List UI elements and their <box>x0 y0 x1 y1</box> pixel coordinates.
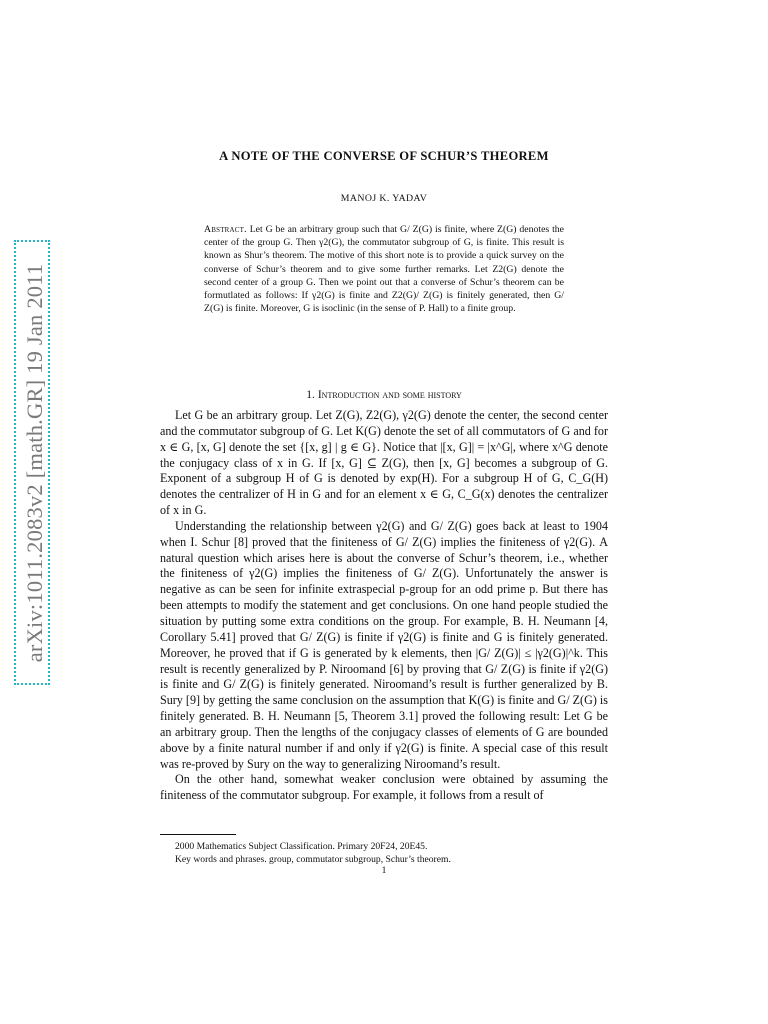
page-number: 1 <box>381 866 387 876</box>
footnotes <box>175 840 605 866</box>
section-title: Introduction and some history <box>317 388 462 401</box>
abstract <box>204 223 564 315</box>
paragraph-2: Understanding the relationship between γ2(G) and G/ Z(G) goes back at least to 1904 when I. Schur [8] proved that the finiteness of G/ Z(G) implies the finiteness of γ2(G). A natural question which arises here is about the converse of Schur’s theorem, i.e., whether the finiteness of γ2(G) implies the finiteness of G/ Z(G). Unfortunately the answer is negative as can be seen for infinite extraspecial p-group for an odd prime p. But there has been attempts to modify the statement and get conclusions. On one hand people studied the situation by putting some extra conditions on the group. For example, B. H. Neumann [4, Corollary 5.41] proved that G/ Z(G) is finite if γ2(G) is finite and G is finitely generated. Moreover, he proved that if G is generated by k elements, then |G/ Z(G)| ≤ |γ2(G)|^k. This result is recently generalized by P. Niroomand [6] by proving that G/ Z(G) is finite if γ2(G) is finite and G/ Z(G) is finitely generated. Niroomand’s result is further generalized by B. Sury [9] by getting the same conclusion on the assumption that K(G) is finite and G/ Z(G) is finitely generated. B. H. Neumann [5, Theorem 3.1] proved the following result: Let G be an arbitrary group. Then the lengths of the conjugacy classes of elements of G are bounded above by a finite natural number if and only if γ2(G) is finite. A special case of this result was re-proved by Sury on the way to generalizing Niroomand’s result. <box>160 518 608 771</box>
paper-author: MANOJ K. YADAV <box>340 193 428 204</box>
arxiv-identifier[interactable]: arXiv:1011.2083v2 [math.GR] 19 Jan 2011 <box>22 263 47 663</box>
paper-title: A NOTE OF THE CONVERSE OF SCHUR’S THEOREM <box>219 149 549 163</box>
section-number: 1. <box>306 388 315 401</box>
paragraph-3: On the other hand, somewhat weaker conclusion were obtained by assuming the finiteness of the commutator subgroup. For example, it follows from a result of <box>160 772 608 803</box>
paragraph-1: Let G be an arbitrary group. Let Z(G), Z2(G), γ2(G) denote the center, the second center and the commutator subgroup of G. Let K(G) denote the set of all commutators of G and for x ∈ G, [x, G] denote the set {[x, g] | g ∈ G}. Notice that |[x, G]| = |x^G|, where x^G denote the conjugacy class of x in G. If [x, G] ⊆ Z(G), then [x, G] becomes a subgroup of G. Exponent of a subgroup H of G is denoted by exp(H). For a subgroup H of G, C_G(H) denotes the centralizer of H in G and for an element x ∈ G, C_G(x) denotes the centralizer of x in G. <box>160 408 608 518</box>
footnote-keywords: Key words and phrases. group, commutator subgroup, Schur’s theorem. <box>175 854 451 865</box>
section-heading <box>0 388 768 401</box>
abstract-label: Abstract. <box>204 224 247 235</box>
footnote-msc: 2000 Mathematics Subject Classification. Primary 20F24, 20E45. <box>175 841 428 852</box>
abstract-text: Let G be an arbitrary group such that G/ Z(G) is finite, where Z(G) denotes the center of the group G. Then γ2(G), the commutator subgroup of G, is finite. This result is known as Shur’s theorem. The motive of this short note is to provide a quick survey on the converse of Schur’s theorem and to give some further remarks. Let Z2(G) denote the second center of a group G. Then we point out that a converse of Schur’s theorem can be formutlated as follows: If γ2(G) is finite and Z2(G)/ Z(G) is finitely generated, then G/ Z(G) is finite. Moreover, G is isoclinic (in the sense of P. Hall) to a finite group. <box>204 224 564 315</box>
footnote-divider <box>160 834 236 835</box>
body-text <box>160 408 608 804</box>
